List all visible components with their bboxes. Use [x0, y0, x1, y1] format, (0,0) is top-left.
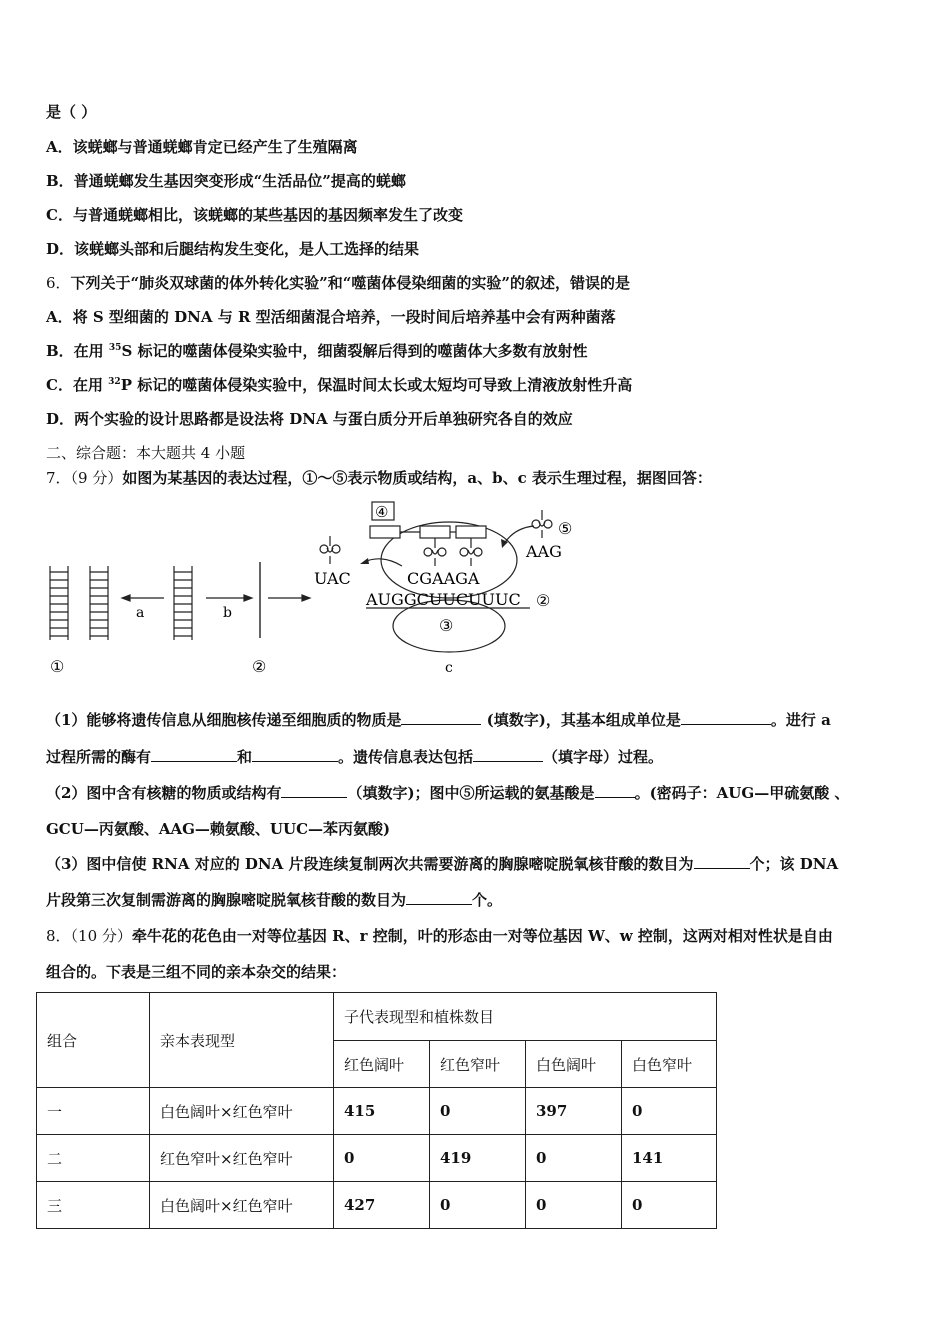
label-3: ③: [439, 616, 454, 635]
q5-option-d: D．该蜣螂头部和后腿结构发生变化，是人工选择的结果: [46, 240, 420, 258]
table-row: [37, 1088, 717, 1135]
trna-in-ribosome-2: [460, 538, 482, 566]
answer-blank[interactable]: [406, 890, 472, 905]
cell-parent: 白色阔叶×红色窄叶: [150, 1182, 334, 1229]
cell-group: 一: [37, 1088, 150, 1135]
subheader-cell: 红色阔叶: [334, 1041, 430, 1088]
trna-in-ribosome-1: [424, 538, 446, 566]
header-group: 组合: [37, 993, 150, 1088]
cell-value: 427: [334, 1182, 430, 1229]
label-c: c: [445, 660, 453, 676]
answer-blank[interactable]: [681, 710, 771, 725]
cell-value: 0: [430, 1182, 526, 1229]
answer-blank[interactable]: [151, 747, 237, 762]
answer-blank[interactable]: [401, 710, 481, 725]
q6-option-b-pre: B．在用: [46, 342, 109, 360]
label-1: ①: [50, 657, 65, 676]
gene-expression-diagram: [46, 500, 606, 690]
answer-blank[interactable]: [595, 783, 635, 798]
q6-option-c: [46, 375, 632, 395]
label-a: a: [136, 605, 145, 621]
answer-blank[interactable]: [281, 783, 347, 798]
q5-option-b: B．普通蜣螂发生基因突变形成“生活品位”提高的蜣螂: [46, 172, 406, 190]
cell-value: 0: [622, 1088, 717, 1135]
q7-sub2-text-a: （2）图中含有核糖的物质或结构有: [46, 784, 282, 802]
q6-number: 6．: [46, 274, 71, 292]
cell-parent: 白色阔叶×红色窄叶: [150, 1088, 334, 1135]
q6-option-c-post: P 标记的噬菌体侵染实验中，保温时间太长或太短均可导致上清液放射性升高: [120, 376, 633, 394]
amino-acid-box-1: [370, 526, 400, 538]
arrow-to-translation: [268, 595, 310, 601]
anticodon-uac: UAC: [314, 569, 351, 588]
cell-group: 三: [37, 1182, 150, 1229]
label-4: ④: [375, 503, 389, 521]
table-row: [37, 1135, 717, 1182]
q7-sub3-text-d: 个。: [472, 891, 503, 909]
answer-blank[interactable]: [694, 854, 750, 869]
cell-value: 0: [526, 1182, 622, 1229]
q6-option-b-sup: 35: [108, 343, 122, 353]
q6-option-c-pre: C．在用: [46, 376, 109, 394]
q7-score: （9 分）: [70, 469, 123, 487]
header-parent: 亲本表现型: [150, 993, 334, 1088]
q7-sub1-text-b: (填数字)，其基本组成单位是: [481, 711, 681, 729]
mrna-sequence: AUGGCUUCUUUC: [366, 590, 521, 609]
q8-number: 8．: [46, 927, 71, 945]
cell-value: 0: [622, 1182, 717, 1229]
cell-value: 0: [334, 1135, 430, 1182]
q7-sub1-text-f: 。遗传信息表达包括: [338, 748, 474, 766]
q7-sub3-text-c: 片段第三次复制需游离的胸腺嘧啶脱氧核苷酸的数目为: [46, 891, 407, 909]
q6-stem-text: 下列关于“肺炎双球菌的体外转化实验”和“噬菌体侵染细菌的实验”的叙述，错误的是: [70, 274, 631, 292]
cell-value: 141: [622, 1135, 717, 1182]
q5-option-c: C．与普通蜣螂相比，该蜣螂的某些基因的基因频率发生了改变: [46, 206, 463, 224]
subheader-cell: 红色窄叶: [430, 1041, 526, 1088]
table-header-row: [37, 993, 717, 1041]
q7-sub3-line1: [46, 854, 838, 874]
subheader-cell: 白色窄叶: [622, 1041, 717, 1088]
anticodons-cgaaga: CGAAGA: [407, 569, 480, 588]
q7-sub1-text-c: 。进行 a: [770, 711, 831, 729]
arrow-trna-exit: [364, 559, 402, 566]
arrow-trna-exit-head: [360, 558, 369, 564]
q8-stem-line1: [46, 926, 833, 946]
q8-score: （10 分）: [70, 927, 132, 945]
cell-value: 0: [430, 1088, 526, 1135]
subheader-cell: 白色阔叶: [526, 1041, 622, 1088]
cell-value: 415: [334, 1088, 430, 1135]
q7-sub1-line2: [46, 747, 663, 767]
label-2-mrna: ②: [536, 591, 551, 610]
dna-double-helix-2: [90, 566, 108, 640]
trna-incoming: [532, 510, 552, 538]
q6-option-b: [46, 341, 588, 361]
q5-option-a: A．该蜣螂与普通蜣螂肯定已经产生了生殖隔离: [46, 138, 358, 156]
arrow-a: [122, 595, 164, 601]
header-offspring: 子代表现型和植株数目: [334, 993, 717, 1041]
q8-stem-text: 牵牛花的花色由一对等位基因 R、r 控制，叶的形态由一对等位基因 W、w 控制，这两对相对性状是自由: [131, 927, 833, 945]
q8-stem-line2: 组合的。下表是三组不同的亲本杂交的结果：: [46, 963, 347, 981]
q7-stem: [46, 468, 712, 488]
q7-sub2-line2: GCU—丙氨酸、AAG—赖氨酸、UUC—苯丙氨酸): [46, 820, 391, 838]
q6-option-b-post: S 标记的噬菌体侵染实验中，细菌裂解后得到的噬菌体大多数有放射性: [121, 342, 588, 360]
cell-parent: 红色窄叶×红色窄叶: [150, 1135, 334, 1182]
trna-outgoing: [320, 536, 340, 564]
q7-sub1-text-e: 和: [237, 748, 253, 766]
q7-sub2-line1: [46, 783, 849, 803]
dna-double-helix-3: [174, 566, 192, 640]
cell-value: 397: [526, 1088, 622, 1135]
q7-number: 7．: [46, 469, 71, 487]
q7-sub2-text-b: （填数字)；图中⑤所运载的氨基酸是: [347, 784, 595, 802]
label-2: ②: [252, 657, 267, 676]
q7-sub3-text-a: （3）图中信使 RNA 对应的 DNA 片段连续复制两次共需要游离的胸腺嘧啶脱氧核苷酸的数目为: [46, 855, 694, 873]
table-row: [37, 1182, 717, 1229]
q6-stem: [46, 273, 630, 293]
q7-sub1-text-g: （填字母）过程。: [543, 748, 664, 766]
answer-blank[interactable]: [252, 747, 338, 762]
cell-group: 二: [37, 1135, 150, 1182]
q7-sub1-text-a: （1）能够将遗传信息从细胞核传递至细胞质的物质是: [46, 711, 402, 729]
q7-sub1-line1: [46, 710, 831, 730]
q7-stem-text: 如图为某基因的表达过程，①～⑤表示物质或结构，a、b、c 表示生理过程，据图回答：: [122, 469, 712, 487]
q6-option-c-sup: 32: [108, 377, 121, 387]
cell-value: 419: [430, 1135, 526, 1182]
section-heading: 二、综合题：本大题共 4 小题: [46, 444, 246, 462]
cross-results-table: [36, 992, 717, 1229]
arrow-b: [206, 595, 252, 601]
amino-acid-box-2: [420, 526, 450, 538]
anticodon-aag: AAG: [526, 542, 562, 561]
cell-value: 0: [526, 1135, 622, 1182]
amino-acid-box-3: [456, 526, 486, 538]
q7-sub2-text-c: 。(密码子：AUG—甲硫氨酸 、: [634, 784, 850, 802]
q5-stem-end: 是（ ）: [46, 103, 97, 121]
q7-sub3-line2: [46, 890, 502, 910]
dna-double-helix-1: [50, 566, 68, 640]
label-5: ⑤: [558, 519, 573, 538]
q6-option-d: D．两个实验的设计思路都是设法将 DNA 与蛋白质分开后单独研究各自的效应: [46, 410, 573, 428]
answer-blank[interactable]: [473, 747, 543, 762]
q7-sub3-text-b: 个；该 DNA: [749, 855, 839, 873]
label-b: b: [223, 605, 232, 621]
q6-option-a: A．将 S 型细菌的 DNA 与 R 型活细菌混合培养，一段时间后培养基中会有两种菌落: [46, 308, 616, 326]
q7-sub1-text-d: 过程所需的酶有: [46, 748, 152, 766]
